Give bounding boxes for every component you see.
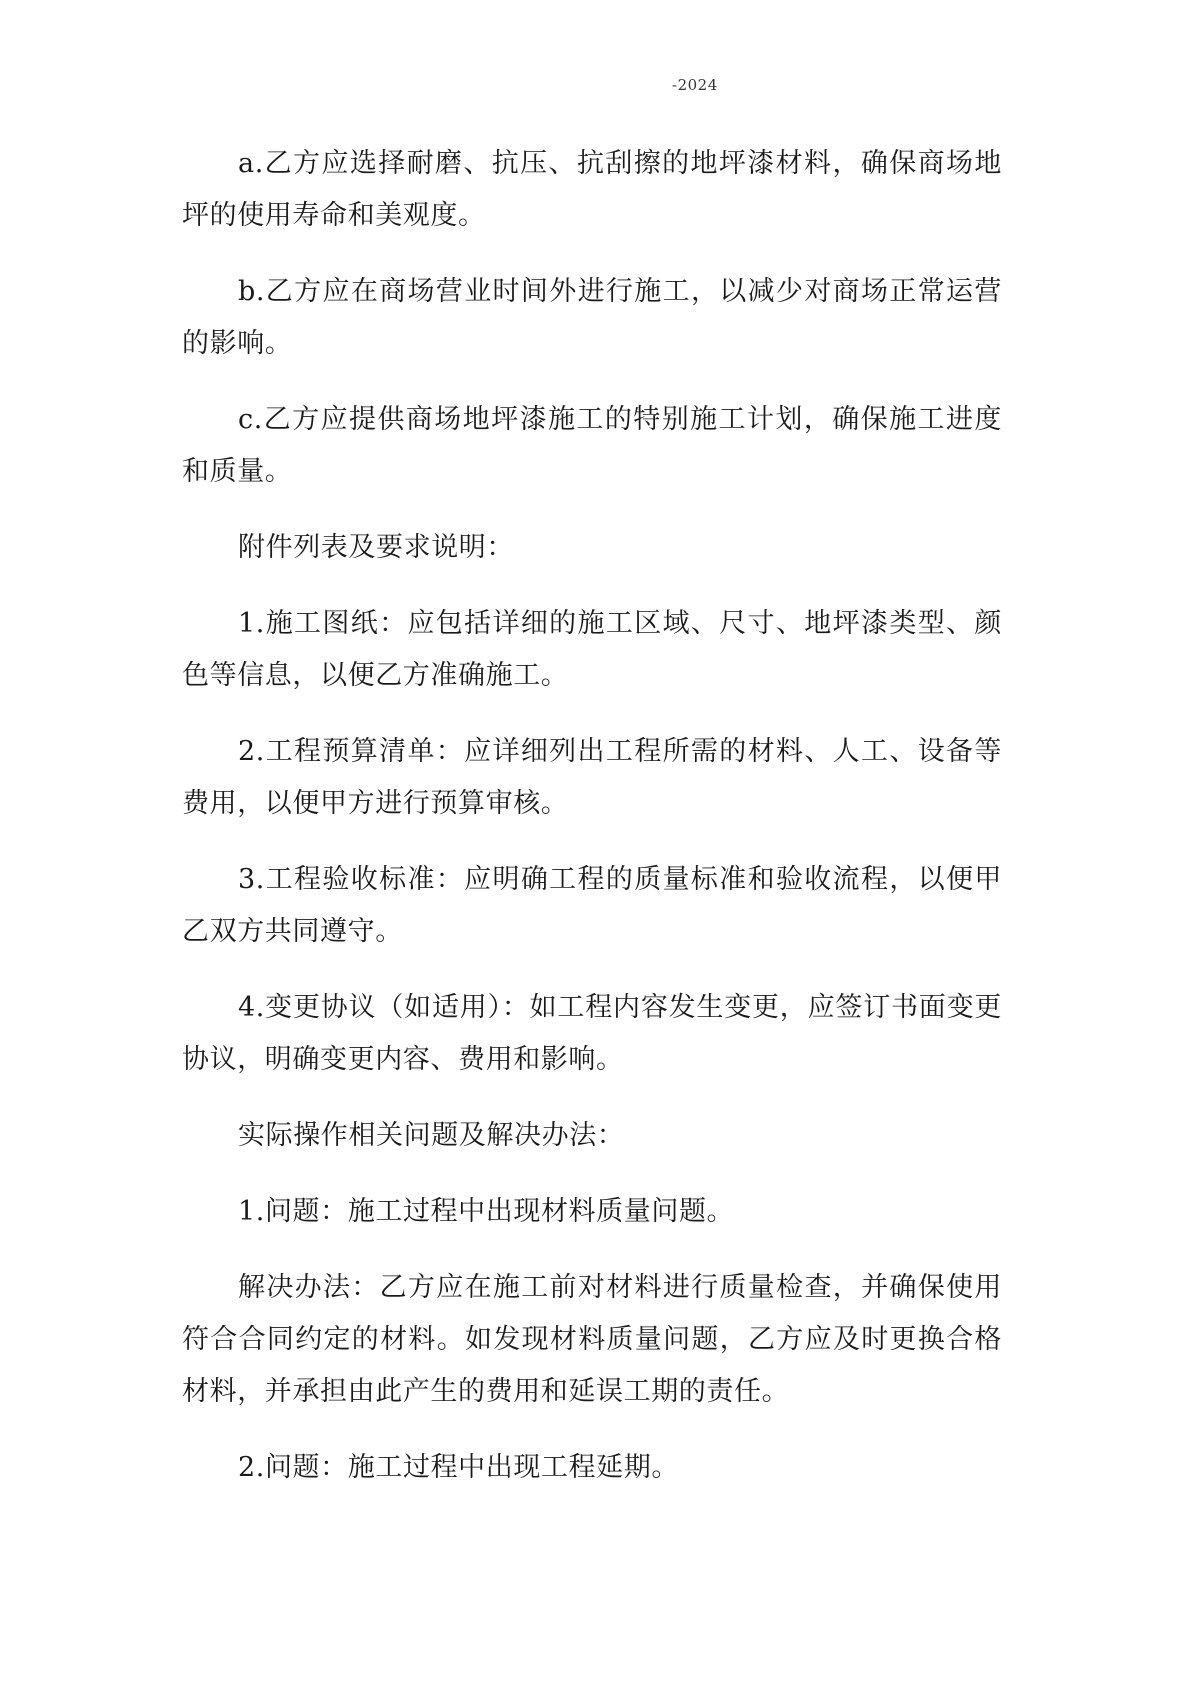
clause-b: b.乙方应在商场营业时间外进行施工，以减少对商场正常运营的影响。: [182, 276, 1002, 359]
attachment-item-2: 2.工程预算清单：应详细列出工程所需的材料、人工、设备等费用，以便甲方进行预算审核。: [182, 736, 1002, 819]
page-header: -2024: [672, 76, 718, 94]
issue-2: 2.问题：施工过程中出现工程延期。: [238, 1452, 679, 1483]
clause-a: a.乙方应选择耐磨、抗压、抗刮擦的地坪漆材料，确保商场地坪的使用寿命和美观度。: [182, 148, 1002, 231]
clause-c: c.乙方应提供商场地坪漆施工的特别施工计划，确保施工进度和质量。: [182, 404, 1002, 487]
issues-heading: 实际操作相关问题及解决办法：: [238, 1120, 625, 1151]
solution-1: 解决办法：乙方应在施工前对材料进行质量检查，并确保使用符合合同约定的材料。如发现材料质量问题，乙方应及时更换合格材料，并承担由此产生的费用和延误工期的责任。: [182, 1272, 1002, 1407]
document-body: [182, 138, 1002, 1518]
issue-1: 1.问题：施工过程中出现材料质量问题。: [238, 1196, 735, 1227]
attachments-heading: 附件列表及要求说明：: [238, 532, 514, 563]
attachment-item-1: 1.施工图纸：应包括详细的施工区域、尺寸、地坪漆类型、颜色等信息，以便乙方准确施工。: [182, 608, 1002, 691]
attachment-item-3: 3.工程验收标准：应明确工程的质量标准和验收流程，以便甲乙双方共同遵守。: [182, 864, 1002, 947]
attachment-item-4: 4.变更协议（如适用）：如工程内容发生变更，应签订书面变更协议，明确变更内容、费用和影响。: [182, 992, 1002, 1075]
